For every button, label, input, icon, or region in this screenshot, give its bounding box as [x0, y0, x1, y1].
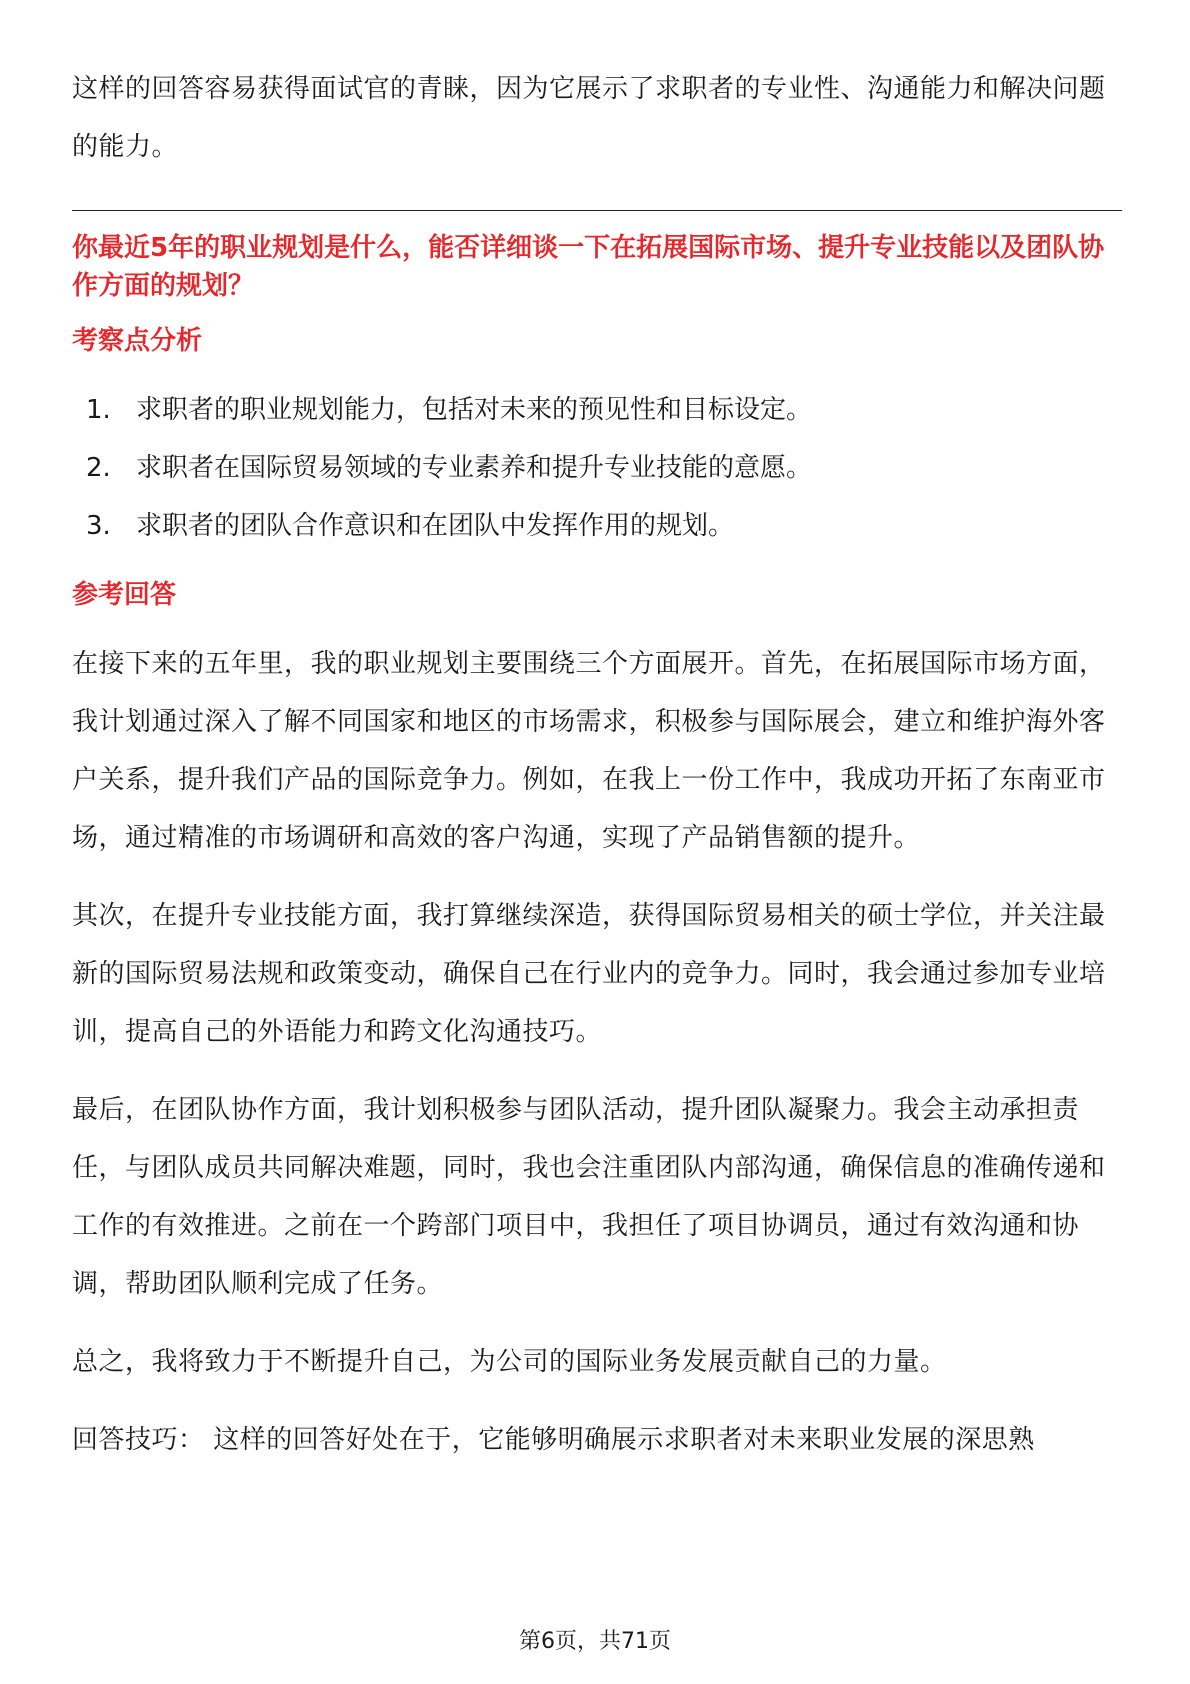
list-item — [72, 439, 1122, 497]
intro-paragraph: 这样的回答容易获得面试官的青睐，因为它展示了求职者的专业性、沟通能力和解决问题的能力。 — [72, 74, 1106, 162]
answer-paragraph-2: 其次，在提升专业技能方面，我打算继续深造，获得国际贸易相关的硕士学位，并关注最新的国际贸易法规和政策变动，确保自己在行业内的竞争力。同时，我会通过参加专业培训，提高自己的外语能力和跨文化沟通技巧。 — [72, 901, 1106, 1047]
question-heading: 你最近5年的职业规划是什么，能否详细谈一下在拓展国际市场、提升专业技能以及团队协作方面的规划？ — [72, 233, 1105, 301]
answer-paragraph-4: 总之，我将致力于不断提升自己，为公司的国际业务发展贡献自己的力量。 — [72, 1347, 947, 1377]
analysis-heading: 考察点分析 — [72, 326, 203, 356]
answer-heading: 参考回答 — [72, 580, 177, 610]
list-item — [72, 497, 1122, 555]
list-item-text: 求职者的团队合作意识和在团队中发挥作用的规划。 — [136, 511, 735, 541]
list-number: 2. — [86, 453, 111, 483]
answer-paragraph-1: 在接下来的五年里，我的职业规划主要围绕三个方面展开。首先，在拓展国际市场方面，我计划通过深入了解不同国家和地区的市场需求，积极参与国际展会，建立和维护海外客户关系，提升我们产品的国际竞争力。例如，在我上一份工作中，我成功开拓了东南亚市场，通过精准的市场调研和高效的客户沟通，实现了产品销售额的提升。 — [72, 649, 1106, 853]
analysis-list — [72, 381, 1122, 555]
answer-paragraph-3: 最后，在团队协作方面，我计划积极参与团队活动，提升团队凝聚力。我会主动承担责任，与团队成员共同解决难题，同时，我也会注重团队内部沟通，确保信息的准确传递和工作的有效推进。之前在一个跨部门项目中，我担任了项目协调员，通过有效沟通和协调，帮助团队顺利完成了任务。 — [72, 1095, 1106, 1299]
list-item-text: 求职者在国际贸易领域的专业素养和提升专业技能的意愿。 — [136, 453, 813, 483]
section-divider — [72, 210, 1122, 211]
page-footer: 第6页，共71页 — [519, 1629, 671, 1654]
list-item — [72, 381, 1122, 439]
list-number: 3. — [86, 511, 111, 541]
list-number: 1. — [86, 395, 111, 425]
document-page — [72, 60, 1122, 1469]
list-item-text: 求职者的职业规划能力，包括对未来的预见性和目标设定。 — [136, 395, 813, 425]
answer-tip: 回答技巧： 这样的回答好处在于，它能够明确展示求职者对未来职业发展的深思熟 — [72, 1425, 1035, 1455]
